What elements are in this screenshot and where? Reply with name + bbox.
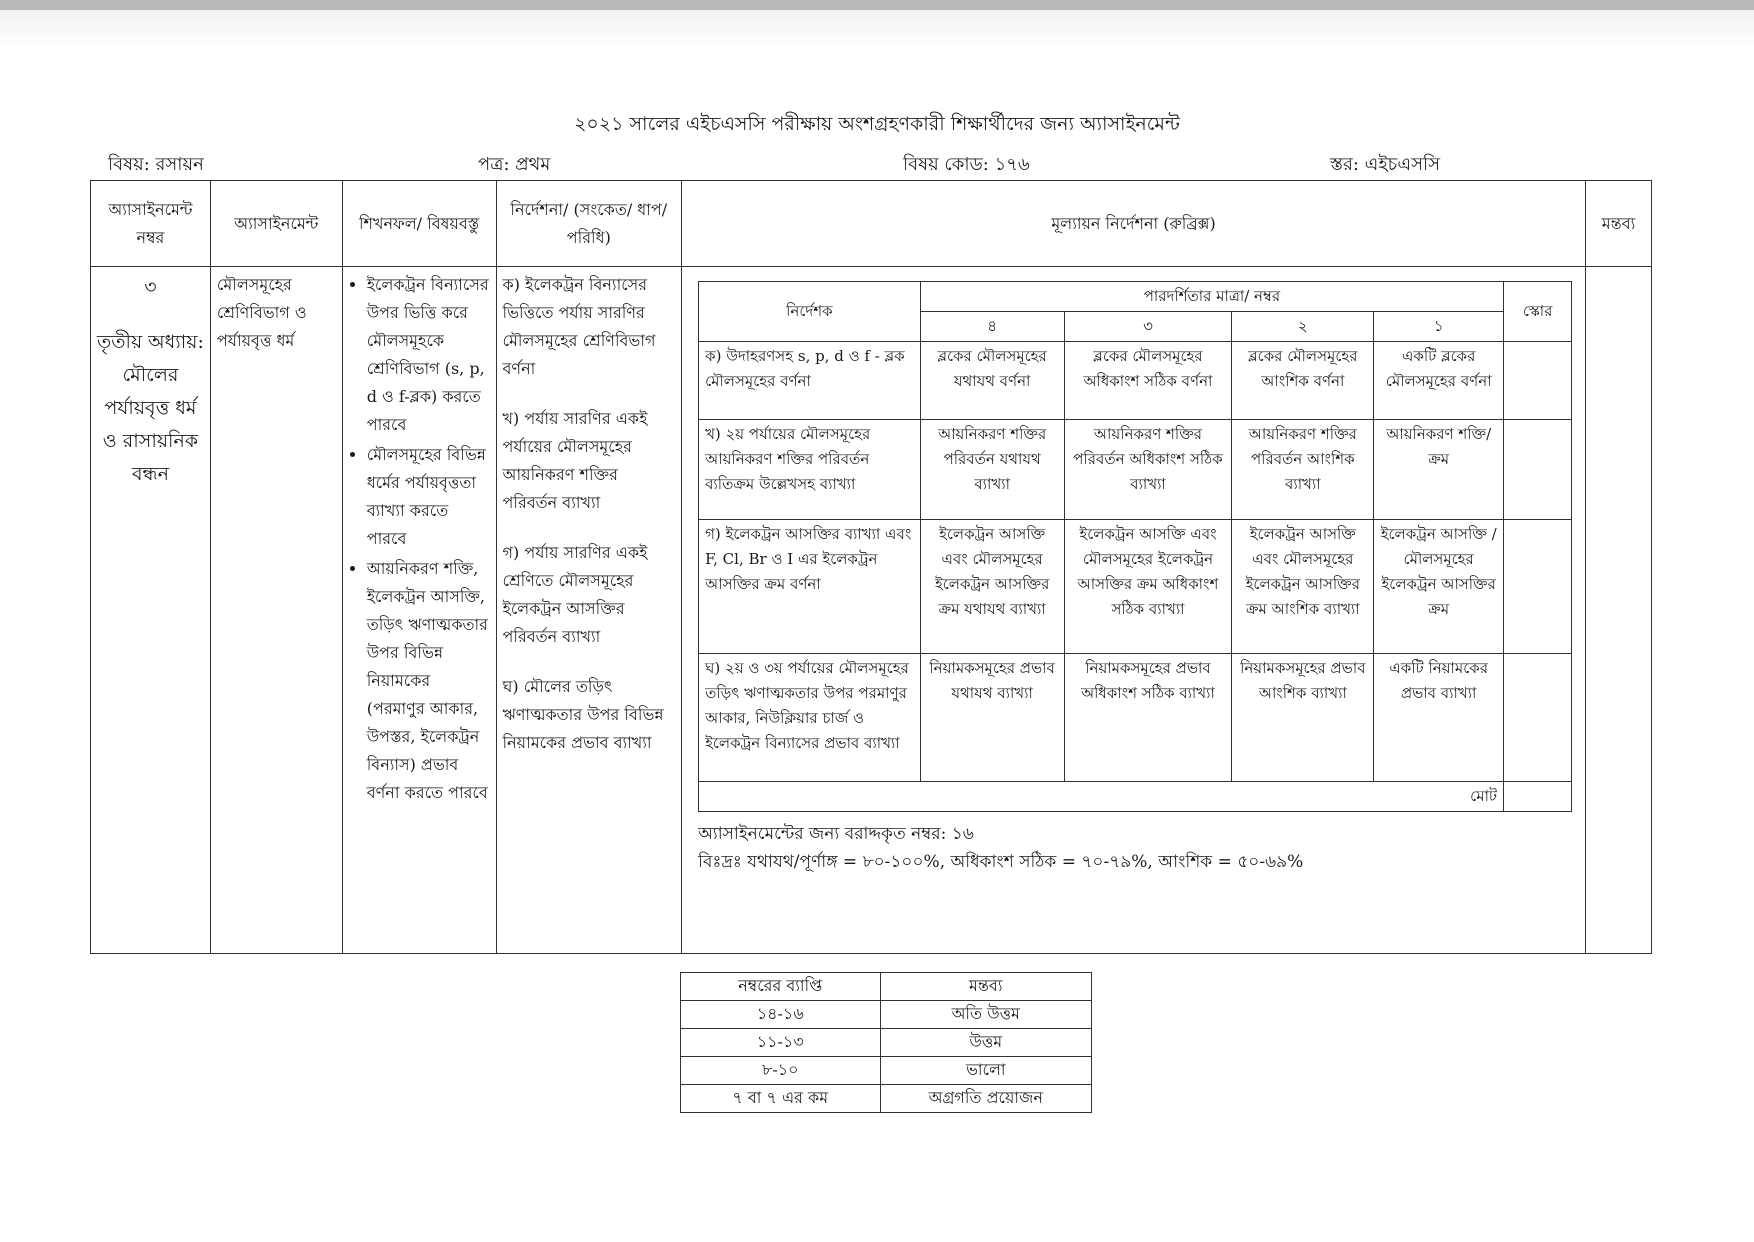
scan-border: [0, 0, 1754, 10]
grade-header-row: [681, 973, 1092, 1001]
scan-shadow: [0, 10, 1754, 50]
level-label: স্তর: এইচএসসি: [1330, 154, 1441, 175]
rubric-cell: ব্লকের মৌলসমূহের অধিকাংশ সঠিক বর্ণনা: [1064, 342, 1232, 420]
subject-label: বিষয়: রসায়ন: [108, 154, 204, 175]
rubric-cell: নিয়ামকসমূহের প্রভাব অধিকাংশ সঠিক ব্যাখ্যা: [1064, 654, 1232, 782]
grade-remark: উত্তম: [880, 1029, 1092, 1057]
rubric-cell: ব্লকের মৌলসমূহের যথাযথ বর্ণনা: [920, 342, 1064, 420]
rubric-indicator: গ) ইলেকট্রন আসক্তির ব্যাখ্যা এবং F, Cl, Br ও I এর ইলেকট্রন আসক্তির ক্রম বর্ণনা: [699, 520, 921, 654]
rubric-level: ৩: [1064, 312, 1232, 342]
remarks-cell: [1586, 267, 1652, 954]
rubric-cell: ইলেকট্রন আসক্তি এবং মৌলসমূহের ইলেকট্রন আসক্তির ক্রম যথাযথ ব্যাখ্যা: [920, 520, 1064, 654]
grade-range: ১৪-১৬: [681, 1001, 881, 1029]
rubric-cell: ব্লকের মৌলসমূহের আংশিক বর্ণনা: [1232, 342, 1374, 420]
rubric-cell: একটি নিয়ামকের প্রভাব ব্যাখ্যা: [1374, 654, 1504, 782]
grade-remark: অগ্রগতি প্রয়োজন: [880, 1085, 1092, 1113]
header-remarks: মন্তব্য: [1586, 181, 1652, 267]
rubric-row: [699, 520, 1572, 654]
rubric-row: [699, 420, 1572, 520]
outcome-item: • মৌলসমূহের বিভিন্ন ধর্মের পর্যায়বৃত্ততা ব্যাখ্যা করতে পারবে: [367, 441, 490, 553]
grade-remark: ভালো: [880, 1057, 1092, 1085]
rubric-total-score: [1504, 782, 1572, 812]
assignment-cell: মৌলসমূহের শ্রেণিবিভাগ ও পর্যায়বৃত্ত ধর্ম: [210, 267, 342, 954]
grade-row: [681, 1029, 1092, 1057]
rubric-indicator: খ) ২য় পর্যায়ের মৌলসমূহের আয়নিকরণ শক্তির পরিবর্তন ব্যতিক্রম উল্লেখসহ ব্যাখ্যা: [699, 420, 921, 520]
outcome-cell: [342, 267, 496, 954]
grade-row: [681, 1057, 1092, 1085]
outcome-list: [349, 271, 490, 807]
page-title: ২০২১ সালের এইচএসসি পরীক্ষায় অংশগ্রহণকারী শিক্ষার্থীদের জন্য অ্যাসাইনমেন্ট: [574, 113, 1180, 135]
grade-remark: অতি উত্তম: [880, 1001, 1092, 1029]
rubric-level: ৪: [920, 312, 1064, 342]
rubric-header-row: [699, 282, 1572, 312]
rubric-cell: একটি ব্লকের মৌলসমূহের বর্ণনা: [1374, 342, 1504, 420]
rubric-cell: নিয়ামকসমূহের প্রভাব আংশিক ব্যাখ্যা: [1232, 654, 1374, 782]
instruction-item: ক) ইলেকট্রন বিন্যাসের ভিত্তিতে পর্যায় সারণির মৌলসমূহের শ্রেণিবিভাগ বর্ণনা: [502, 275, 656, 378]
header-assignment-no: অ্যাসাইনমেন্ট নম্বর: [91, 181, 211, 267]
instruction-item: গ) পর্যায় সারণির একই শ্রেণিতে মৌলসমূহের ইলেকট্রন আসক্তির পরিবর্তন ব্যাখ্যা: [502, 543, 648, 646]
rubric-row: [699, 342, 1572, 420]
assignment-row: [91, 267, 1652, 954]
rubric-score-cell: [1504, 520, 1572, 654]
rubric-table: [698, 281, 1572, 812]
grade-header-range: নম্বরের ব্যাপ্তি: [681, 973, 881, 1001]
assignment-table: [90, 180, 1652, 954]
instruction-item: ঘ) মৌলের তড়িৎ ঋণাত্মকতার উপর বিভিন্ন নিয়ামকের প্রভাব ব্যাখ্যা: [502, 677, 664, 752]
header-assignment: অ্যাসাইনমেন্ট: [210, 181, 342, 267]
outcome-item: • আয়নিকরণ শক্তি, ইলেকট্রন আসক্তি, তড়িৎ ঋণাত্মকতার উপর বিভিন্ন নিয়ামকের (পরমাণুর আকার, উপস্তর, ইলেকট্রন বিন্যাস) প্রভাব বর্ণনা করতে পারবে: [367, 555, 490, 807]
assignment-number: ৩: [144, 276, 157, 298]
rubric-score-cell: [1504, 654, 1572, 782]
grade-table: [680, 972, 1092, 1113]
rubric-cell: আয়নিকরণ শক্তির পরিবর্তন যথাযথ ব্যাখ্যা: [920, 420, 1064, 520]
rubric-cell: আয়নিকরণ শক্তির পরিবর্তন আংশিক ব্যাখ্যা: [1232, 420, 1374, 520]
chapter-name: তৃতীয় অধ্যায়: মৌলের পর্যায়বৃত্ত ধর্ম ও রাসায়নিক বন্ধন: [97, 331, 204, 485]
outcome-item: • ইলেকট্রন বিন্যাসের উপর ভিত্তি করে মৌলসমূহকে শ্রেণিবিভাগ (s, p, d ও f-ব্লক) করতে পারবে: [367, 271, 490, 439]
rubric-level-header: পারদর্শিতার মাত্রা/ নম্বর: [920, 282, 1503, 312]
instructions-cell: [496, 267, 682, 954]
header-outcome: শিখনফল/ বিষয়বস্তু: [342, 181, 496, 267]
evaluation-cell: [682, 267, 1586, 954]
rubric-indicator-header: নির্দেশক: [699, 282, 921, 342]
subject-code-label: বিষয় কোড: ১৭৬: [903, 154, 1030, 175]
assignment-number-cell: [91, 267, 211, 954]
grade-row: [681, 1001, 1092, 1029]
grade-range: ১১-১৩: [681, 1029, 881, 1057]
grade-row: [681, 1085, 1092, 1113]
allocated-marks: অ্যাসাইনমেন্টের জন্য বরাদ্দকৃত নম্বর: ১৬: [698, 824, 974, 844]
instruction-item: খ) পর্যায় সারণির একই পর্যায়ের মৌলসমূহের আয়নিকরণ শক্তির পরিবর্তন ব্যাখ্যা: [502, 409, 648, 512]
rubric-total-row: [699, 782, 1572, 812]
grading-note: বিঃদ্রঃ যথাযথ/পূর্ণাঙ্গ = ৮০-১০০%, অধিকাংশ সঠিক = ৭০-৭৯%, আংশিক = ৫০-৬৯%: [698, 852, 1304, 872]
grade-range: ৭ বা ৭ এর কম: [681, 1085, 881, 1113]
rubric-cell: আয়নিকরণ শক্তি/ক্রম: [1374, 420, 1504, 520]
rubric-cell: আয়নিকরণ শক্তির পরিবর্তন অধিকাংশ সঠিক ব্যাখ্যা: [1064, 420, 1232, 520]
grade-header-remark: মন্তব্য: [880, 973, 1092, 1001]
rubric-total-label: মোট: [699, 782, 1504, 812]
rubric-score-header: স্কোর: [1504, 282, 1572, 342]
header-evaluation: মূল্যায়ন নির্দেশনা (রুব্রিক্স): [682, 181, 1586, 267]
rubric-cell: নিয়ামকসমূহের প্রভাব যথাযথ ব্যাখ্যা: [920, 654, 1064, 782]
rubric-indicator: ক) উদাহরণসহ s, p, d ও f - ব্লক মৌলসমূহের বর্ণনা: [699, 342, 921, 420]
grade-range: ৮-১০: [681, 1057, 881, 1085]
paper-label: পত্র: প্রথম: [478, 154, 551, 175]
rubric-cell: ইলেকট্রন আসক্তি /মৌলসমূহের ইলেকট্রন আসক্তির ক্রম: [1374, 520, 1504, 654]
rubric-indicator: ঘ) ২য় ও ৩য় পর্যায়ের মৌলসমূহের তড়িৎ ঋণাত্মকতার উপর পরমাণুর আকার, নিউক্লিয়ার চার্জ ও ইলেকট্রন বিন্যাসের প্রভাব ব্যাখ্যা: [699, 654, 921, 782]
header-instructions: নির্দেশনা/ (সংকেত/ ধাপ/ পরিধি): [496, 181, 682, 267]
rubric-level: ১: [1374, 312, 1504, 342]
rubric-cell: ইলেকট্রন আসক্তি এবং মৌলসমূহের ইলেকট্রন আসক্তির ক্রম আংশিক ব্যাখ্যা: [1232, 520, 1374, 654]
rubric-score-cell: [1504, 420, 1572, 520]
rubric-level: ২: [1232, 312, 1374, 342]
rubric-row: [699, 654, 1572, 782]
rubric-cell: ইলেকট্রন আসক্তি এবং মৌলসমূহের ইলেকট্রন আসক্তির ক্রম অধিকাংশ সঠিক ব্যাখ্যা: [1064, 520, 1232, 654]
rubric-score-cell: [1504, 342, 1572, 420]
header-row: [91, 181, 1652, 267]
